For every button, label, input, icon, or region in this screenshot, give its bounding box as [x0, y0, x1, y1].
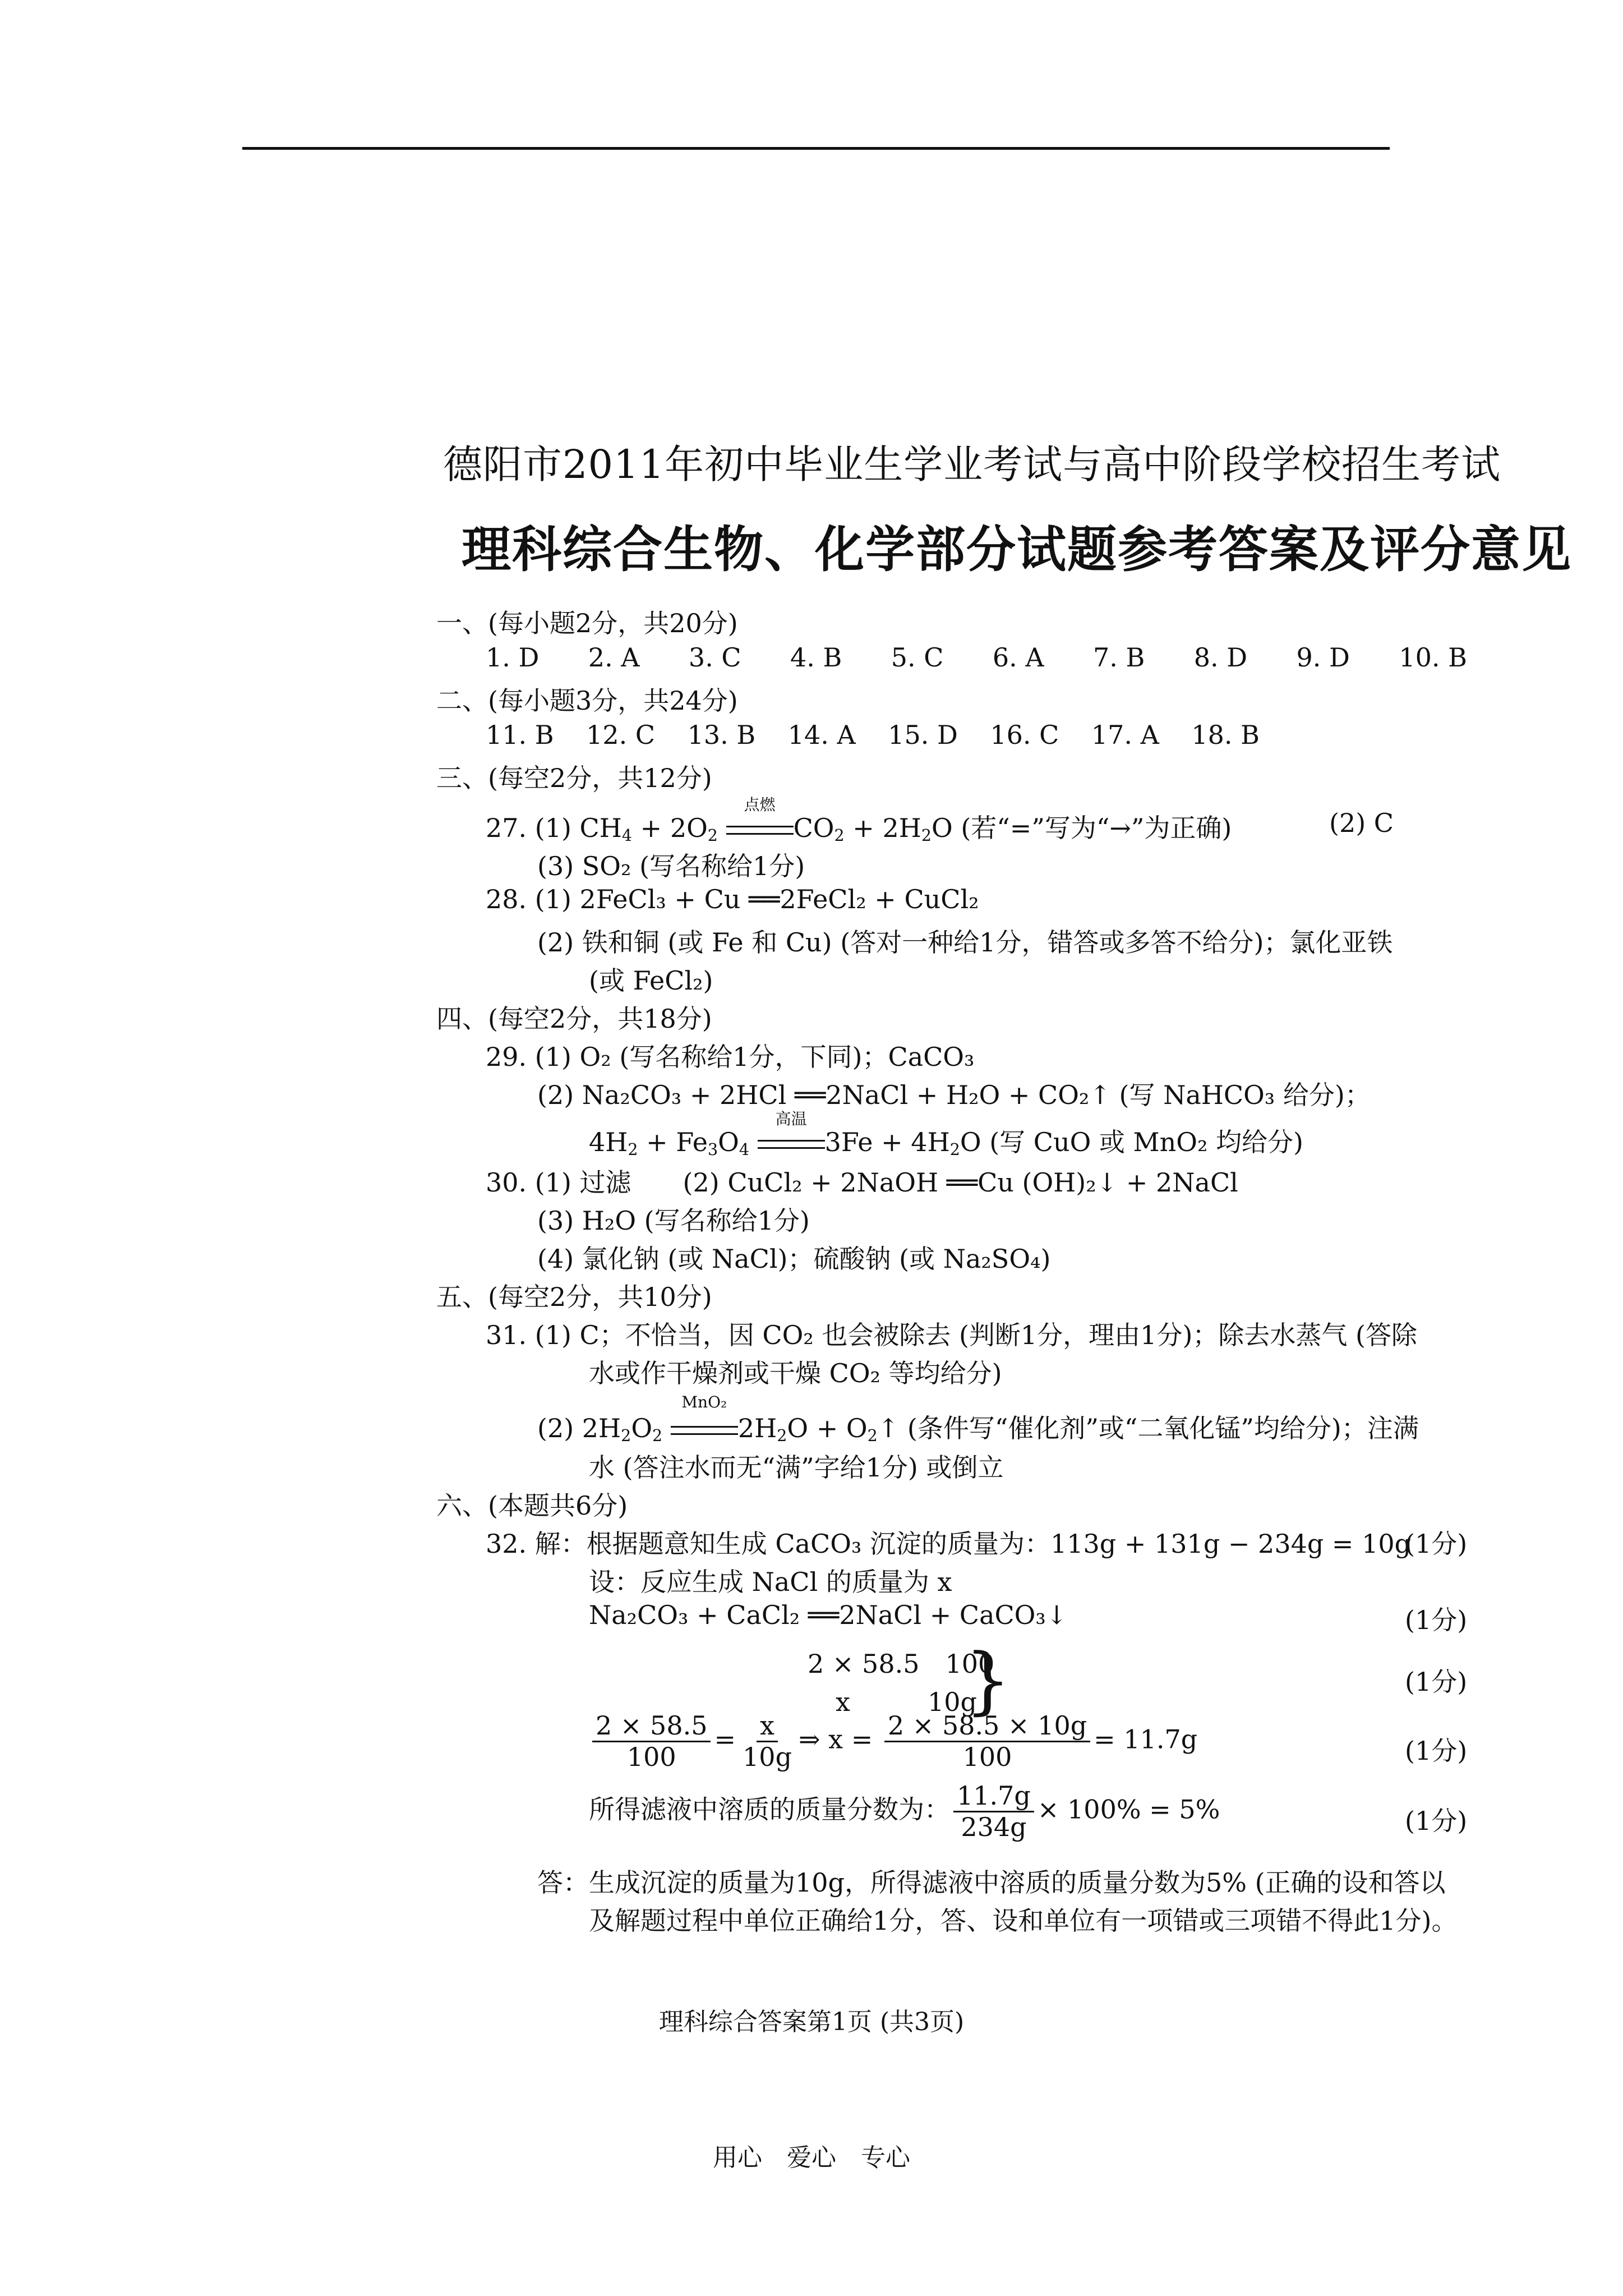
q32-line1: 32. 解：根据题意知生成 CaCO₃ 沉淀的质量为：113g + 131g − 234g = 10g: [486, 1529, 1412, 1559]
q27-note: (若“=”写为“→”为正确): [961, 813, 1232, 843]
answer-key-title: 理科综合生物、化学部分试题参考答案及评分意见: [462, 520, 1573, 578]
q29-part1: 29. (1) O₂ (写名称给1分，下同)；CaCO₃: [486, 1042, 975, 1072]
answer-item: 13. B: [687, 720, 756, 750]
reaction-condition: MnO₂: [671, 1413, 738, 1443]
q27-part1: 27. (1) $CH_4 + 2O_2$ 点燃 $CO_2 + 2H_2O$ (若“=”写为“→”为正确): [486, 795, 1232, 845]
answer-item: 16. C: [990, 720, 1059, 750]
score-mark: (1分): [1405, 1667, 1468, 1697]
answer-item: 14. A: [787, 720, 856, 750]
fraction: $\frac{11.7g}{234g}$: [953, 1781, 1034, 1842]
result-text: × 100% = 5%: [1037, 1794, 1220, 1825]
section1-heading: 一、(每小题2分，共20分): [436, 608, 738, 638]
q30-part3: (3) H₂O (写名称给1分): [537, 1205, 810, 1236]
q27-part2: (2) C: [1329, 808, 1394, 838]
answer-item: 15. D: [888, 720, 958, 750]
reaction-condition: 高温: [758, 1127, 825, 1157]
q31-part2-cont: 水 (答注水而无“满”字给1分) 或倒立: [589, 1452, 1004, 1483]
answer-item: 9. D: [1296, 642, 1350, 673]
q32-calculation: $\frac{2 \times 58.5}{100}$ = $\frac{x}{10g}$ ⇒ x = $\frac{2 \times 58.5 \times 10g}{100}$ = 11.7g: [589, 1711, 1197, 1772]
q32-answer: 答：生成沉淀的质量为10g，所得滤液中溶质的质量分数为5% (正确的设和答以: [537, 1867, 1446, 1898]
implies-text: ⇒ x =: [799, 1724, 873, 1755]
q29-note: (写 CuO 或 MnO₂ 均给分): [989, 1127, 1303, 1157]
q32-ratio-row2: x 10g: [836, 1687, 977, 1717]
q32-answer-cont: 及解题过程中单位正确给1分，答、设和单位有一项错或三项错不得此1分)。: [589, 1906, 1458, 1936]
answer-item: 4. B: [790, 642, 842, 673]
q32-ratio-row1: 2 × 58.5 100: [808, 1649, 995, 1679]
section2-heading: 二、(每小题3分，共24分): [436, 685, 738, 716]
section2-answers: [486, 720, 1260, 750]
q29-part2: (2) Na₂CO₃ + 2HCl ══2NaCl + H₂O + CO₂↑ (写 NaHCO₃ 给分)；: [537, 1080, 1371, 1110]
section1-answers: [486, 642, 1467, 673]
q31-part1: 31. (1) C；不恰当，因 CO₂ 也会被除去 (判断1分，理由1分)；除去水蒸气 (答除: [486, 1320, 1417, 1350]
q30-part1: 30. (1) 过滤 (2) CuCl₂ + 2NaOH ══Cu (OH)₂↓ + 2NaCl: [486, 1167, 1238, 1198]
answer-item: 11. B: [486, 720, 554, 750]
q32-equation: Na₂CO₃ + CaCl₂ ══2NaCl + CaCO₃↓: [589, 1600, 1068, 1630]
exam-title: 德阳市2011年初中毕业生学业考试与高中阶段学校招生考试: [443, 441, 1501, 487]
answer-item: 17. A: [1091, 720, 1159, 750]
q32-mass-fraction: 所得滤液中溶质的质量分数为： $\frac{11.7g}{234g}$ × 100% = 5%: [589, 1780, 1220, 1842]
answer-item: 18. B: [1191, 720, 1260, 750]
q31-part2: (2) $2H_2O_2$ MnO₂ $2H_2O$ + $O_2↑$ (条件写“催化剂”或“二氧化锰”均给分)；注满: [537, 1393, 1419, 1446]
q30-part4: (4) 氯化钠 (或 NaCl)；硫酸钠 (或 Na₂SO₄): [537, 1244, 1051, 1274]
answer-item: 6. A: [992, 642, 1044, 673]
fraction: $\frac{x}{10g}$: [743, 1710, 792, 1772]
section4-heading: 四、(每空2分，共18分): [436, 1004, 712, 1034]
q31-note: (条件写“催化剂”或“二氧化锰”均给分)；注满: [907, 1413, 1419, 1443]
score-mark: (1分): [1405, 1605, 1468, 1635]
q29-part2-eq: $4H_2 + Fe_3O_4$ 高温 $3Fe + 4H_2O$ (写 CuO 或 MnO₂ 均给分): [589, 1110, 1303, 1159]
answer-item: 7. B: [1092, 642, 1145, 673]
score-mark: (1分): [1405, 1736, 1468, 1766]
reaction-condition: 点燃: [726, 813, 794, 843]
score-mark: (1分): [1405, 1529, 1468, 1559]
score-mark: (1分): [1405, 1806, 1468, 1836]
q28-part2: (2) 铁和铜 (或 Fe 和 Cu) (答对一种给1分，错答或多答不给分)；氯化亚铁: [537, 927, 1393, 958]
result-text: = 11.7g: [1094, 1724, 1198, 1755]
q27-part3: (3) SO₂ (写名称给1分): [537, 851, 805, 881]
page-number: 理科综合答案第1页 (共3页): [658, 2008, 965, 2036]
q28-part1: 28. (1) 2FeCl₃ + Cu ══2FeCl₂ + CuCl₂: [486, 884, 979, 914]
section6-heading: 六、(本题共6分): [436, 1490, 628, 1521]
answer-item: 12. C: [586, 720, 656, 750]
answer-item: 2. A: [588, 642, 640, 673]
section3-heading: 三、(每空2分，共12分): [436, 763, 712, 793]
section5-heading: 五、(每空2分，共10分): [436, 1282, 712, 1312]
q31-part1-cont: 水或作干燥剂或干燥 CO₂ 等均给分): [589, 1358, 1002, 1388]
q32-line2: 设：反应生成 NaCl 的质量为 x: [589, 1567, 952, 1597]
answer-item: 1. D: [486, 642, 540, 673]
fraction: $\frac{2 \times 58.5}{100}$: [592, 1711, 711, 1772]
answer-item: 10. B: [1399, 642, 1467, 673]
answer-item: 8. D: [1193, 642, 1248, 673]
top-rule: [242, 147, 1390, 150]
footer-motto: 用心 爱心 专心: [713, 2143, 910, 2172]
brace-symbol: }: [965, 1637, 1011, 1723]
answer-item: 3. C: [688, 642, 741, 673]
fraction: $\frac{2 \times 58.5 \times 10g}{100}$: [884, 1711, 1090, 1772]
q28-part2-cont: (或 FeCl₂): [589, 965, 713, 996]
answer-item: 5. C: [891, 642, 944, 673]
